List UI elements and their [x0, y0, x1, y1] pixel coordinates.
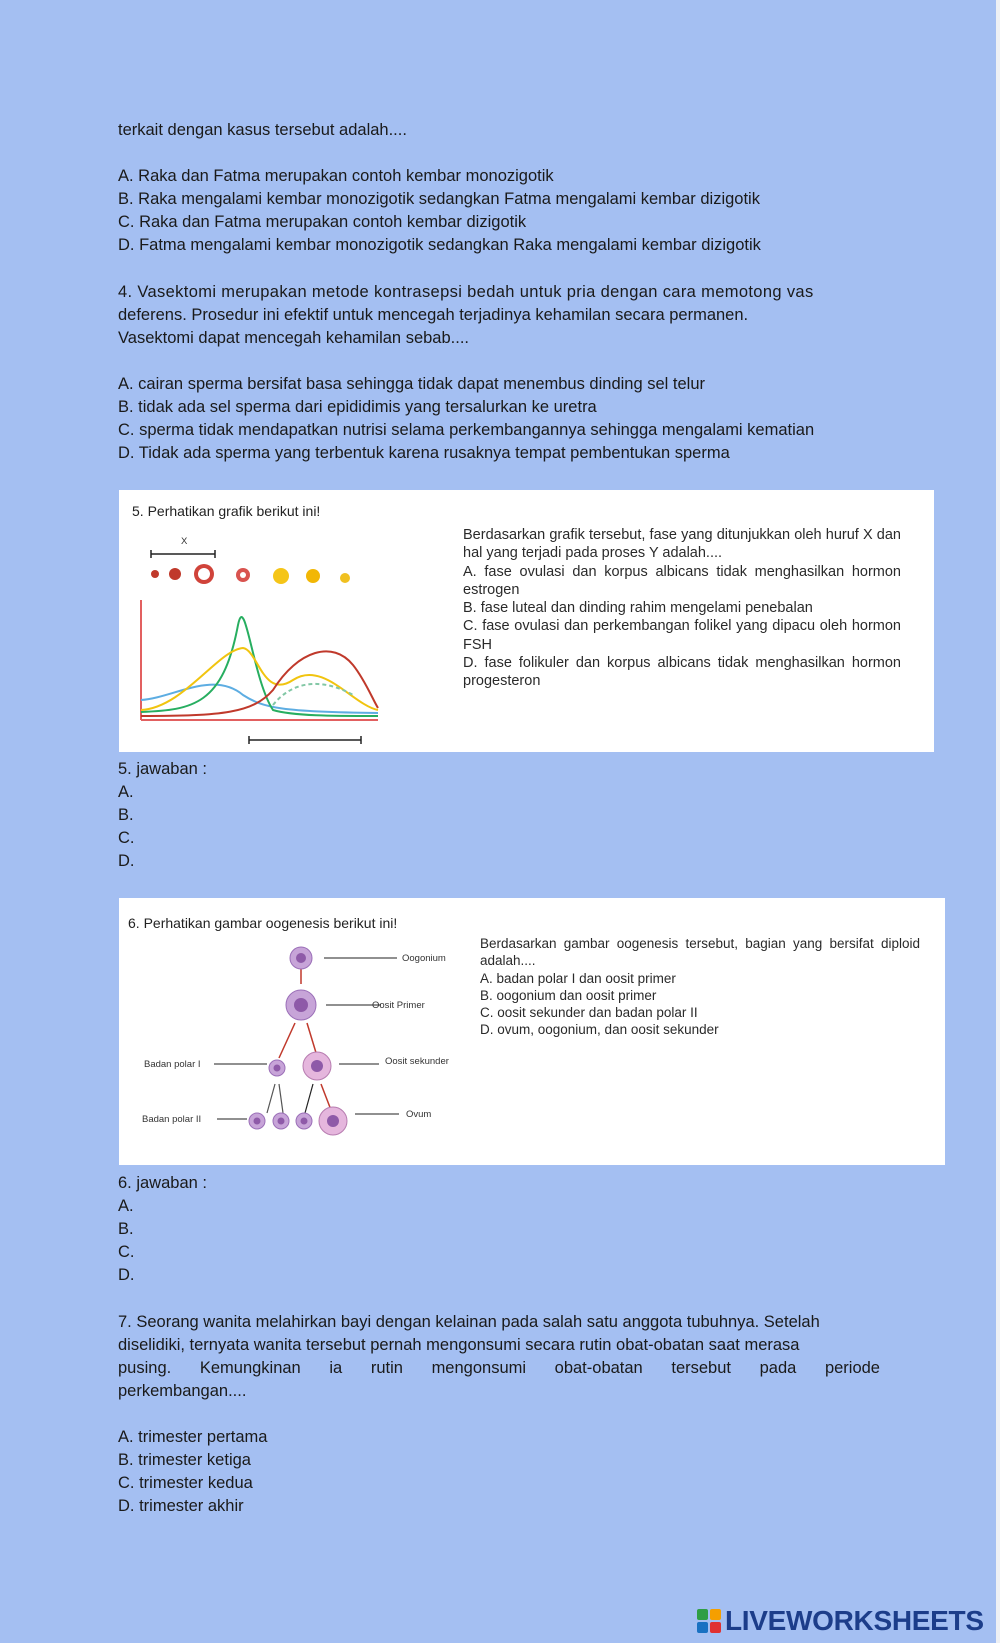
q3-option-b[interactable]: B. Raka mengalami kembar monozigotik sedangkan Fatma mengalami kembar dizigotik [118, 190, 760, 208]
follicle-stage-1 [151, 570, 159, 578]
q6-option-c: C. oosit sekunder dan badan polar II [480, 1005, 698, 1021]
q5-answer-label: 5. jawaban : [118, 760, 207, 778]
q7-option-d[interactable]: D. trimester akhir [118, 1497, 244, 1515]
q5-question: Berdasarkan grafik tersebut, fase yang ditunjukkan oleh huruf X dan hal yang terjadi pada proses Y adalah.... [463, 527, 901, 562]
question-3 [118, 119, 880, 257]
label-badan-polar-1: Badan polar I [144, 1059, 201, 1070]
label-oosit-primer: Oosit Primer [372, 1000, 425, 1011]
q4-text-line-3: Vasektomi dapat mencegah kehamilan sebab.... [118, 329, 469, 347]
q3-option-c[interactable]: C. Raka dan Fatma merupakan contoh kembar dizigotik [118, 213, 527, 231]
label-ovum: Ovum [406, 1109, 432, 1120]
label-badan-polar-2: Badan polar II [142, 1114, 202, 1125]
q5-answer-d[interactable]: D. [118, 852, 135, 870]
q5-figure [119, 490, 934, 763]
q7-text-line-4: perkembangan.... [118, 1382, 247, 1400]
q5-option-d: D. fase folikuler dan korpus albicans tidak menghasilkan hormon progesteron [463, 655, 901, 690]
q4-option-d[interactable]: D. Tidak ada sperma yang terbentuk karena rusaknya tempat pembentukan sperma [118, 444, 730, 462]
liveworksheets-logo [697, 1604, 984, 1638]
page-edge [996, 0, 1000, 1643]
q5-option-c: C. fase ovulasi dan perkembangan folikel yang dipacu oleh hormon FSH [463, 618, 901, 653]
q4-text-line-2: deferens. Prosedur ini efektif untuk mencegah terjadinya kehamilan secara permanen. [118, 306, 749, 324]
label-x: X [181, 536, 188, 547]
q4-text-line-1: 4. Vasektomi merupakan metode kontrasepsi bedah untuk pria dengan cara memotong vas [118, 283, 814, 301]
q5-answer-b[interactable]: B. [118, 806, 134, 824]
q6-answer-d[interactable]: D. [118, 1266, 135, 1284]
q4-option-c[interactable]: C. sperma tidak mendapatkan nutrisi selama perkembangannya sehingga mengalami kematian [118, 421, 815, 439]
q6-question: Berdasarkan gambar oogenesis tersebut, bagian yang bersifat diploid adalah.... [480, 936, 920, 969]
label-oogonium: Oogonium [402, 953, 446, 964]
q6-answer-label: 6. jawaban : [118, 1174, 207, 1192]
q6-answer-block [118, 1172, 207, 1287]
q6-option-a: A. badan polar I dan oosit primer [480, 970, 676, 986]
q6-answer-b[interactable]: B. [118, 1220, 134, 1238]
q7-option-b[interactable]: B. trimester ketiga [118, 1451, 251, 1469]
corpus-luteum-2 [306, 569, 320, 583]
q5-option-b: B. fase luteal dan dinding rahim mengelami penebalan [463, 600, 813, 617]
q5-answer-block [118, 758, 207, 873]
follicle-stage-2 [169, 568, 181, 580]
q5-question-block [463, 526, 901, 691]
q5-option-a: A. fase ovulasi dan korpus albicans tidak menghasilkan hormon estrogen [463, 563, 901, 598]
q5-title: 5. Perhatikan grafik berikut ini! [132, 503, 321, 519]
q6-figure [119, 898, 945, 1165]
q6-question-block [480, 935, 920, 1039]
q5-answer-c[interactable]: C. [118, 829, 135, 847]
question-4 [118, 281, 880, 465]
q7-option-c[interactable]: C. trimester kedua [118, 1474, 253, 1492]
q7-text-line-2: diselidiki, ternyata wanita tersebut pernah mengonsumi secara rutin obat-obatan saat merasa [118, 1336, 800, 1354]
menstrual-cycle-graph: X Y [133, 530, 463, 752]
q6-title: 6. Perhatikan gambar oogenesis berikut ini! [128, 915, 398, 931]
q5-answer-a[interactable]: A. [118, 783, 134, 801]
q3-option-a[interactable]: A. Raka dan Fatma merupakan contoh kembar monozigotik [118, 167, 554, 185]
q3-option-d[interactable]: D. Fatma mengalami kembar monozigotik sedangkan Raka mengalami kembar dizigotik [118, 236, 761, 254]
q7-text-line-1: 7. Seorang wanita melahirkan bayi dengan kelainan pada salah satu anggota tubuhnya. Setelah [118, 1313, 820, 1331]
oogenesis-diagram [129, 938, 469, 1165]
corpus-luteum-1 [273, 568, 289, 584]
q4-option-a[interactable]: A. cairan sperma bersifat basa sehingga tidak dapat menembus dinding sel telur [118, 375, 706, 393]
q6-option-b: B. oogonium dan oosit primer [480, 987, 657, 1003]
q3-intro: terkait dengan kasus tersebut adalah.... [118, 121, 407, 139]
corpus-albicans [340, 573, 350, 583]
curve-progesterone [141, 651, 378, 716]
liveworksheets-mark-icon [697, 1609, 721, 1633]
q7-text-line-3: pusing. Kemungkinan ia rutin mengonsumi obat-obatan tersebut pada periode [118, 1359, 880, 1377]
question-7 [118, 1311, 880, 1518]
label-oosit-sekunder: Oosit sekunder [385, 1056, 449, 1067]
q6-answer-a[interactable]: A. [118, 1197, 134, 1215]
q6-answer-c[interactable]: C. [118, 1243, 135, 1261]
q7-option-a[interactable]: A. trimester pertama [118, 1428, 268, 1446]
brand-name: LIVEWORKSHEETS [725, 1605, 984, 1636]
q4-option-b[interactable]: B. tidak ada sel sperma dari epididimis yang tersalurkan ke uretra [118, 398, 597, 416]
q6-option-d: D. ovum, oogonium, dan oosit sekunder [480, 1022, 719, 1038]
